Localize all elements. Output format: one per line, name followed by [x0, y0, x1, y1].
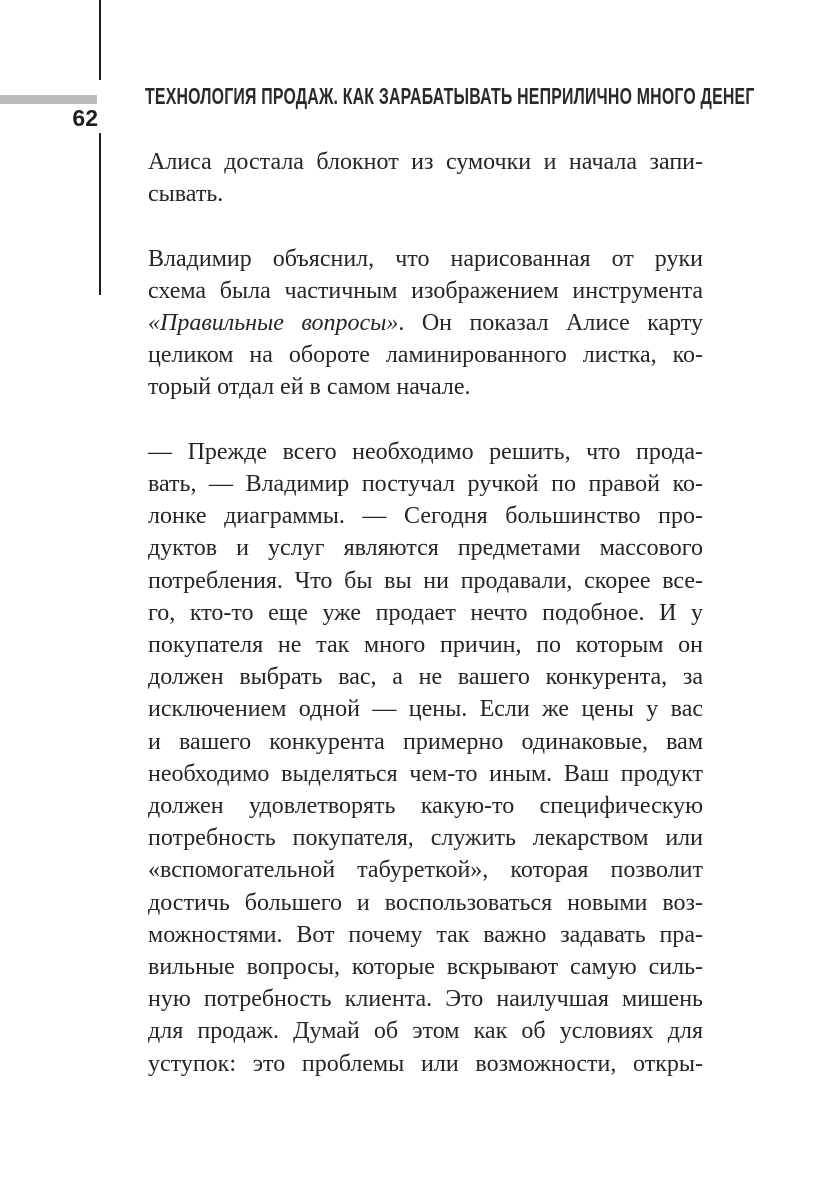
text-line	[148, 726, 703, 758]
text-line	[148, 1048, 703, 1080]
paragraph	[148, 146, 703, 210]
text-line	[148, 887, 703, 919]
text-segment: дуктов и услуг являются предметами массового	[148, 535, 703, 562]
text-line	[148, 307, 703, 339]
text-segment: «вспомогательной табуреткой», которая позволит	[148, 857, 703, 884]
text-line	[148, 565, 703, 597]
text-line	[148, 597, 703, 629]
page-number: 62	[72, 105, 98, 131]
text-segment: и вашего конкурента примерно одинаковые, вам	[148, 728, 703, 755]
text-line	[148, 178, 703, 210]
text-segment: торый отдал ей в самом начале.	[148, 374, 471, 401]
text-segment: должен удовлетворять какую-то специфическую	[148, 793, 703, 820]
text-segment: ную потребность клиента. Это наилучшая мишень	[148, 986, 703, 1013]
text-line	[148, 500, 703, 532]
text-segment: необходимо выделяться чем-то иным. Ваш продукт	[148, 760, 703, 787]
text-line	[148, 854, 703, 886]
running-header: ТЕХНОЛОГИЯ ПРОДАЖ. КАК ЗАРАБАТЫВАТЬ НЕПРИЛИЧНО МНОГО ДЕНЕГ	[145, 83, 755, 109]
text-line	[148, 339, 703, 371]
text-line	[148, 275, 703, 307]
italic-text-segment: «Правильные вопросы»	[148, 310, 399, 336]
text-segment: можностями. Вот почему так важно задавать пра-	[148, 921, 703, 948]
text-line	[148, 436, 703, 468]
text-segment: потребления. Что бы вы ни продавали, скорее все-	[148, 567, 703, 594]
text-segment: достичь большего и воспользоваться новыми воз-	[148, 889, 703, 916]
page-number-bar	[0, 95, 97, 104]
text-segment: исключением одной — цены. Если же цены у вас	[148, 696, 703, 723]
text-segment: потребность покупателя, служить лекарством или	[148, 825, 703, 852]
text-line	[148, 371, 703, 403]
text-segment: сывать.	[148, 181, 224, 208]
paragraph	[148, 436, 703, 1080]
text-line	[148, 919, 703, 951]
text-line	[148, 822, 703, 854]
paragraph	[148, 243, 703, 404]
text-line	[148, 1015, 703, 1047]
text-line	[148, 629, 703, 661]
text-segment: покупателя не так много причин, по которым он	[148, 632, 703, 659]
text-line	[148, 983, 703, 1015]
text-segment: должен выбрать вас, а не вашего конкурента, за	[148, 664, 703, 691]
text-segment: . Он показал Алисе карту	[398, 310, 703, 336]
text-line	[148, 758, 703, 790]
text-segment: целиком на обороте ламинированного листка, ко-	[148, 342, 703, 369]
body-text	[148, 146, 703, 1080]
text-segment: уступок: это проблемы или возможности, откры-	[148, 1050, 703, 1077]
text-line	[148, 790, 703, 822]
text-segment: лонке диаграммы. — Сегодня большинство про-	[148, 503, 703, 530]
text-line	[148, 468, 703, 500]
text-line	[148, 951, 703, 983]
text-segment: вать, — Владимир постучал ручкой по правой ко-	[148, 471, 703, 497]
text-line	[148, 661, 703, 693]
text-segment: Владимир объяснил, что нарисованная от руки	[148, 245, 703, 272]
margin-rule-bottom	[99, 133, 101, 295]
margin-rule-top	[99, 0, 101, 80]
text-line	[148, 146, 703, 178]
text-segment: — Прежде всего необходимо решить, что прода-	[148, 438, 703, 465]
text-line	[148, 532, 703, 564]
text-line	[148, 243, 703, 275]
text-segment: вильные вопросы, которые вскрывают самую силь-	[148, 954, 703, 981]
text-segment: схема была частичным изображением инструмента	[148, 277, 703, 304]
text-line	[148, 693, 703, 725]
text-segment: для продаж. Думай об этом как об условиях для	[148, 1018, 703, 1045]
text-segment: Алиса достала блокнот из сумочки и начала запи-	[148, 149, 703, 175]
text-segment: го, кто-то еще уже продает нечто подобное. И у	[148, 599, 703, 626]
